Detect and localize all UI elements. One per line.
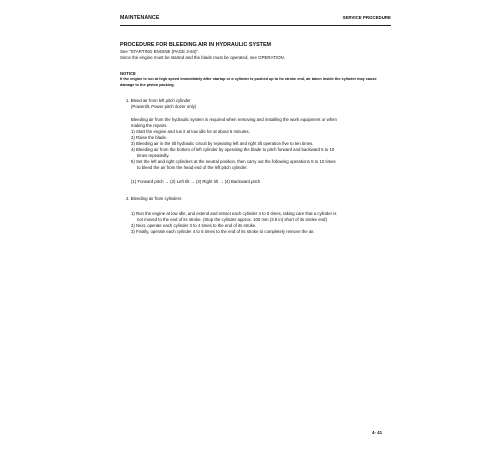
item-1-intro-line: making the repairs. xyxy=(131,123,168,129)
prerequisite-text: Since the engine must be started and the blade must be operated, see OPERATION. xyxy=(120,55,285,60)
item-2-steps xyxy=(120,211,391,235)
see-also-reference: See "STARTING ENGINE (PAGE 3-84)". xyxy=(120,49,200,54)
item-1-step-2: 2) Raise the blade. xyxy=(131,135,168,141)
item-1-intro-line: Bleeding air from the hydraulic system is required when removing and installing the work equipment or when xyxy=(131,117,337,123)
notice-label: NOTICE xyxy=(120,71,136,76)
item-2-step-3: 3) Finally, operate each cylinder 4 to 5 times to the end of its stroke to completely remove the air. xyxy=(131,229,315,235)
notice-text: If the engine is run at high speed immediately after startup or a cylinder is pushed up to its stroke end, air taken inside the cylinder may cause damage to the piston packing. xyxy=(120,77,377,87)
item-1-subheading: (Powertilt, Power pitch dozer only) xyxy=(131,104,197,110)
item-2-step-2: 2) Next, operate each cylinder 3 to 4 times to the end of its stroke. xyxy=(131,223,257,229)
item-1-intro xyxy=(131,117,389,129)
item-1-step-1: 1) Start the engine and run it at low idle for at about 5 minutes. xyxy=(131,129,250,135)
procedure-title: PROCEDURE FOR BLEEDING AIR IN HYDRAULIC SYSTEM xyxy=(120,42,272,48)
item-1-heading: 1. Bleed air from left pitch cylinder xyxy=(126,98,191,104)
item-2-step-1: 1) Run the engine at low idle, and extend and retract each cylinder 4 to 5 times, taking care that a cylinder is xyxy=(131,211,337,217)
operation-sequence: (1) Forward pitch → (2) Left tilt → (3) Right tilt → (4) Backward pitch xyxy=(131,179,261,185)
page-number: 4- 41 xyxy=(372,430,383,435)
item-2-step-1-continued: not moved to the end of its stroke. (Stop the cylinder approx. 100 mm (3.9 in) short of its stroke end) xyxy=(137,217,327,223)
item-2-heading: 2. Bleeding air from cylinders xyxy=(126,196,182,202)
section-title: MAINTENANCE xyxy=(120,15,160,21)
item-1-step-4: 4) Bleeding air from the bottom of left cylinder by operating the blade to pitch forward and backward 5 to 10 xyxy=(131,147,335,153)
item-1-step-4-continued: times repeatedly. xyxy=(137,153,170,159)
header-divider xyxy=(120,25,391,26)
item-1-step-5: 5) Set the left and right cylinders at the neutral position, then carry out the following operations 5 to 10 times xyxy=(131,159,336,165)
subsection-title: SERVICE PROCEDURE xyxy=(342,15,391,20)
item-1-step-5-continued: to bleed the air from the head end of the left pitch cylinder. xyxy=(137,165,248,171)
document-body xyxy=(120,42,391,235)
item-1-step-3: 3) Bleeding air in the tilt hydraulic circuit by repeating left and right tilt operation five to ten times. xyxy=(131,141,314,147)
